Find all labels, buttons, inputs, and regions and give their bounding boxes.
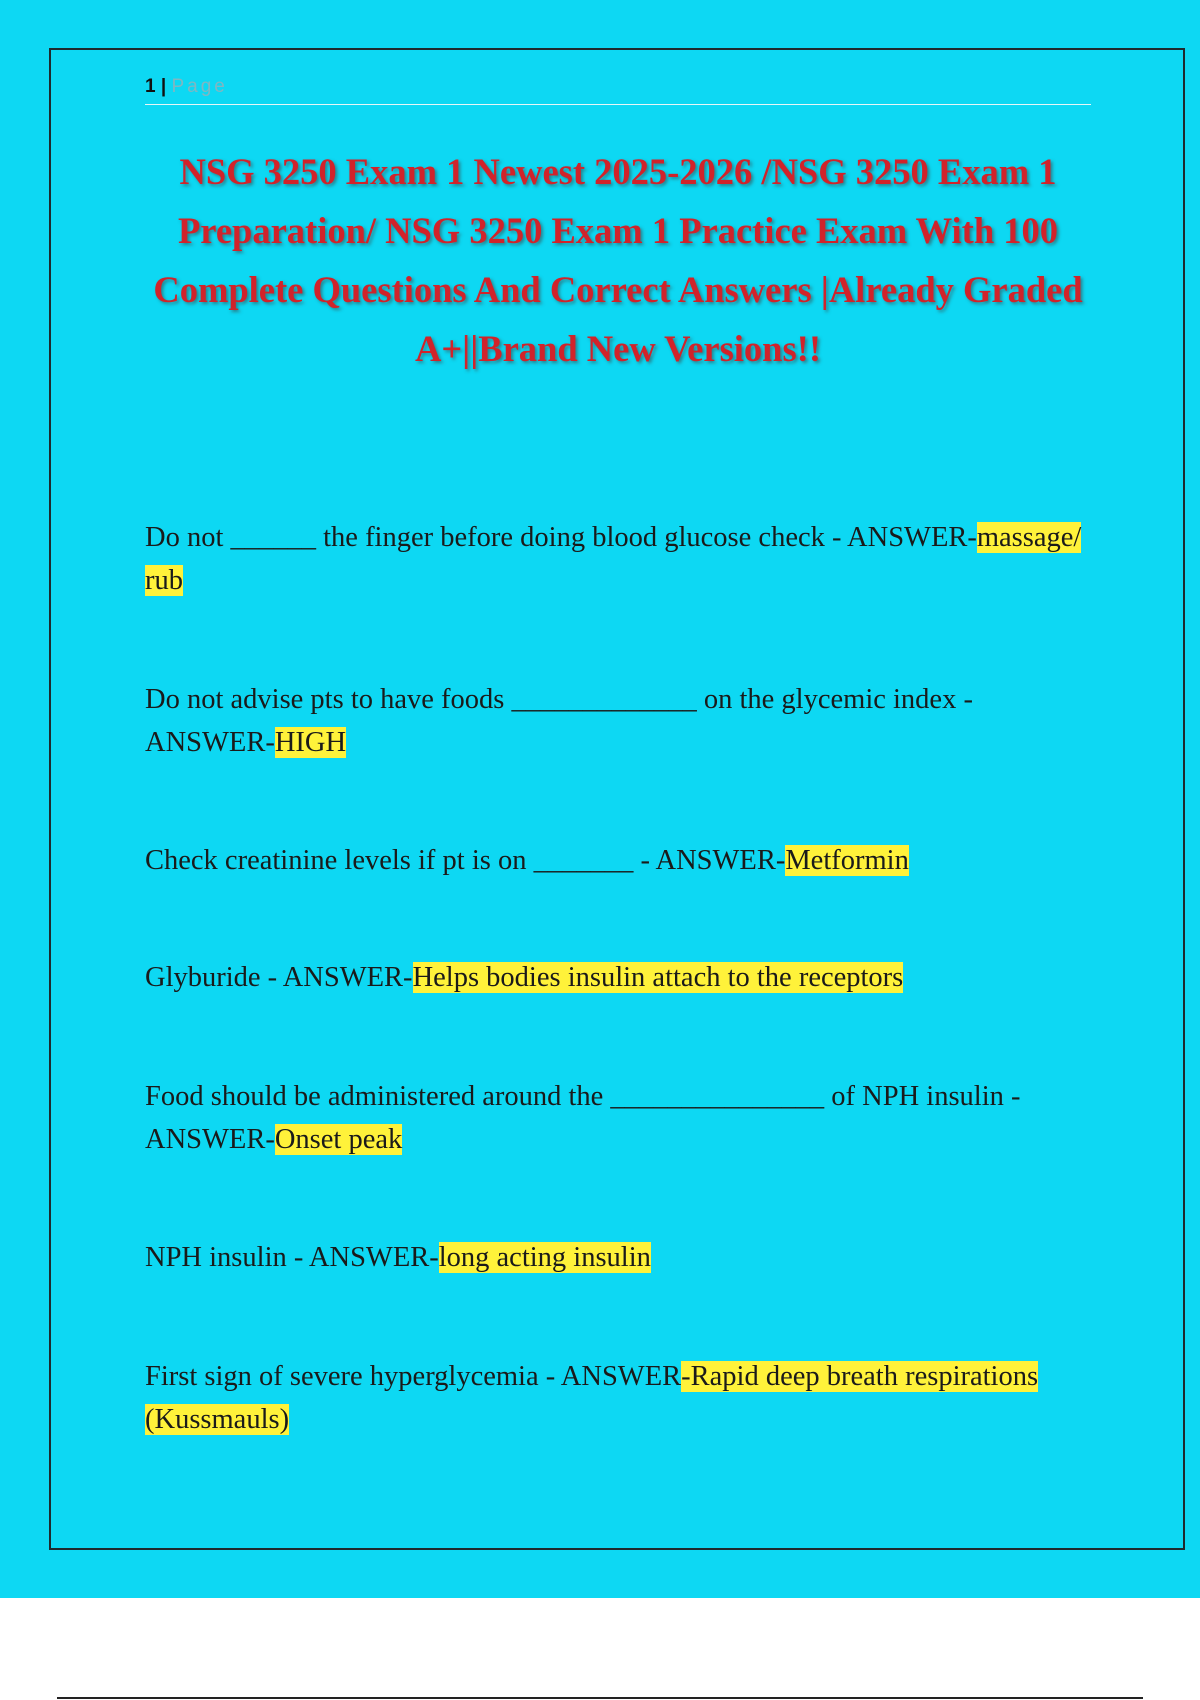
answer-highlight: massage/ rub <box>145 522 1082 596</box>
bottom-divider <box>57 1697 1143 1699</box>
qa-item <box>145 839 1095 882</box>
answer-highlight: -Rapid deep breath respirations (Kussmauls) <box>145 1361 1039 1435</box>
page-separator: | <box>160 76 167 97</box>
question-text: Glyburide - ANSWER- <box>145 962 413 993</box>
question-text: Do not advise pts to have foods _____________ on the glycemic index - ANSWER- <box>145 684 973 758</box>
qa-item <box>145 1075 1095 1161</box>
qa-item <box>145 1236 1095 1279</box>
answer-highlight: HIGH <box>274 727 347 758</box>
qa-item <box>145 956 1095 999</box>
page-header <box>145 74 1091 105</box>
document-title: NSG 3250 Exam 1 Newest 2025-2026 /NSG 3250 Exam 1 Preparation/ NSG 3250 Exam 1 Practice Exam With 100 Complete Questions And Correct Answers |Already Graded A+||Brand New Versions!! <box>153 151 1083 369</box>
page-number: 1 <box>145 76 156 97</box>
qa-item <box>145 516 1095 602</box>
page-label: Page <box>171 76 228 97</box>
question-text: First sign of severe hyperglycemia - ANSWER <box>145 1361 682 1392</box>
answer-highlight: Helps bodies insulin attach to the receptors <box>412 962 904 993</box>
answer-highlight: long acting insulin <box>438 1242 651 1273</box>
answer-highlight: Metformin <box>785 845 909 876</box>
question-text: Do not ______ the finger before doing blood glucose check - ANSWER- <box>145 522 977 553</box>
qa-item <box>145 1355 1095 1441</box>
question-text: Food should be administered around the _______________ of NPH insulin - ANSWER- <box>145 1081 1021 1155</box>
question-text: NPH insulin - ANSWER- <box>145 1242 439 1273</box>
question-text: Check creatinine levels if pt is on _______ - ANSWER- <box>145 845 786 876</box>
answer-highlight: Onset peak <box>274 1124 403 1155</box>
qa-item <box>145 678 1095 764</box>
